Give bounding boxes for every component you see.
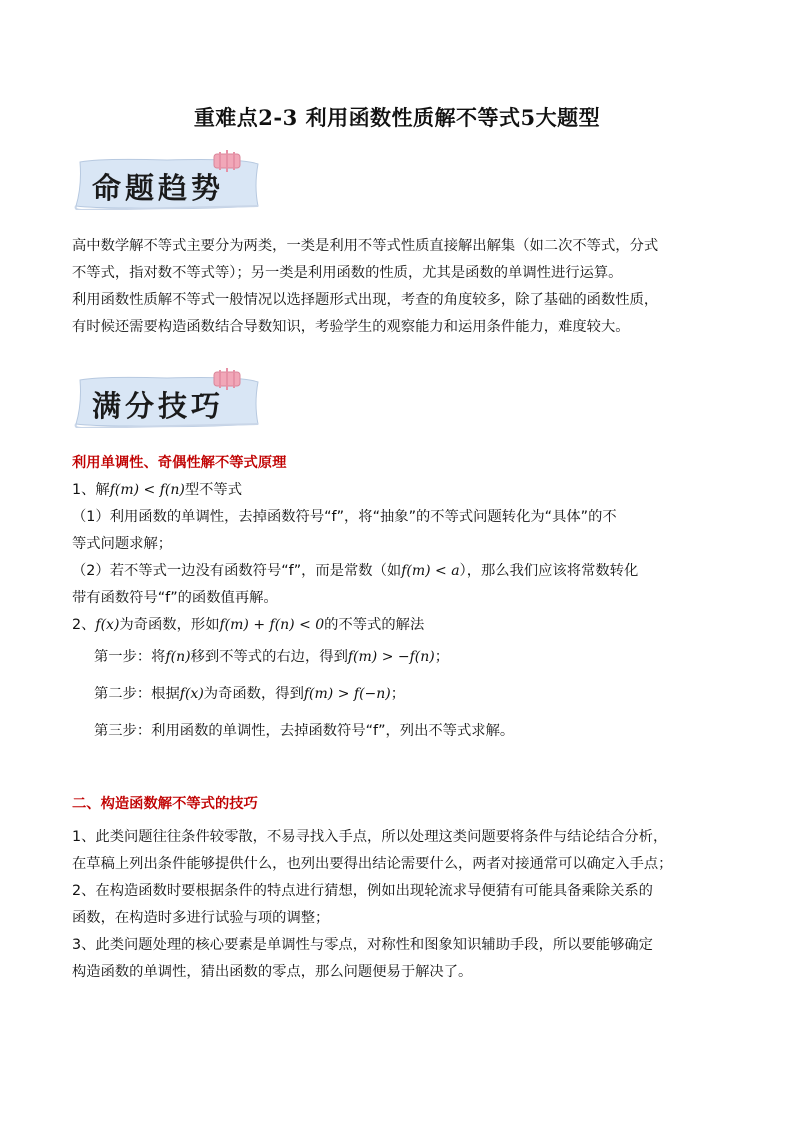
- text: 为奇函数，得到: [203, 686, 304, 702]
- trend-line: 不等式，指对数不等式等）；另一类是利用函数的性质，尤其是函数的单调性进行运算。: [72, 265, 623, 281]
- math-expr: f(m) < a: [401, 563, 460, 579]
- text: （2）若不等式一边没有函数符号“f”，而是常数（如: [72, 563, 402, 579]
- tip-3: 3、此类问题处理的核心要素是单调性与零点，对称性和图象知识辅助手段，所以要能够确定: [72, 937, 653, 953]
- sub-item-2-cont: 带有函数符号“f”的函数值再解。: [72, 590, 278, 606]
- text: 1、解: [72, 482, 110, 498]
- item-1: [72, 477, 732, 504]
- text: 第一步：将: [94, 649, 166, 665]
- tip-2-cont: 函数，在构造时多进行试验与项的调整；: [72, 910, 330, 926]
- banner-title-skills: 满分技巧: [92, 389, 225, 423]
- math-expr: f(n): [165, 649, 191, 665]
- trend-line: 有时候还需要构造函数结合导数知识，考验学生的观察能力和运用条件能力，难度较大。: [72, 319, 630, 335]
- section-heading: 利用单调性、奇偶性解不等式原理: [72, 455, 287, 471]
- tip-3-cont: 构造函数的单调性，猜出函数的零点，那么问题便易于解决了。: [72, 964, 473, 980]
- section-banner-skills: [72, 368, 268, 432]
- math-expr: f(m) > f(−n): [303, 686, 391, 702]
- math-expr: f(x): [95, 617, 120, 633]
- tip-1: 1、此类问题往往条件较零散，不易寻找入手点，所以处理这类问题要将条件与结论结合分析，: [72, 829, 668, 845]
- text: 的不等式的解法: [324, 617, 425, 633]
- section-banner-trend: [72, 150, 268, 214]
- trend-line: 利用函数性质解不等式一般情况以选择题形式出现，考查的角度较多，除了基础的函数性质，: [72, 292, 659, 308]
- math-expr: f(x): [179, 686, 204, 702]
- text: ），那么我们应该将常数转化: [459, 563, 639, 579]
- tip-1-cont: 在草稿上列出条件能够提供什么，也列出要得出结论需要什么，两者对接通常可以确定入手点；: [72, 856, 673, 872]
- page-title: 重难点2-3 利用函数性质解不等式5大题型: [193, 105, 601, 130]
- text: ；: [390, 686, 406, 702]
- sub-item-1-cont: 等式问题求解；: [72, 536, 173, 552]
- text: 移到不等式的右边，得到: [190, 649, 348, 665]
- step-2: [72, 676, 732, 713]
- section-construct: [72, 791, 732, 986]
- sub-item-1: （1）利用函数的单调性，去掉函数符号“f”，将“抽象”的不等式问题转化为“具体”的不: [72, 509, 617, 525]
- section-heading: 二、构造函数解不等式的技巧: [72, 796, 258, 812]
- text: 型不等式: [184, 482, 243, 498]
- section-principles: [72, 450, 732, 750]
- math-expr: f(m) + f(n) < 0: [219, 617, 325, 633]
- trend-paragraphs: [72, 233, 732, 341]
- banner-title-trend: 命题趋势: [92, 171, 225, 205]
- text: 2、: [72, 617, 96, 633]
- math-expr: f(m) > −f(n): [347, 649, 435, 665]
- tip-2: 2、在构造函数时要根据条件的特点进行猜想，例如出现轮流求导便猜有可能具备乘除关系的: [72, 883, 653, 899]
- math-expr: f(m) < f(n): [109, 482, 185, 498]
- step-3: 第三步：利用函数的单调性，去掉函数符号“f”，列出不等式求解。: [94, 723, 515, 739]
- text: 为奇函数，形如: [119, 617, 220, 633]
- sub-item-2: [72, 558, 732, 585]
- trend-line: 高中数学解不等式主要分为两类，一类是利用不等式性质直接解出解集（如二次不等式，分式: [72, 238, 659, 254]
- item-2: [72, 612, 732, 639]
- text: ；: [434, 649, 450, 665]
- step-1: [72, 639, 732, 676]
- text: 第二步：根据: [94, 686, 180, 702]
